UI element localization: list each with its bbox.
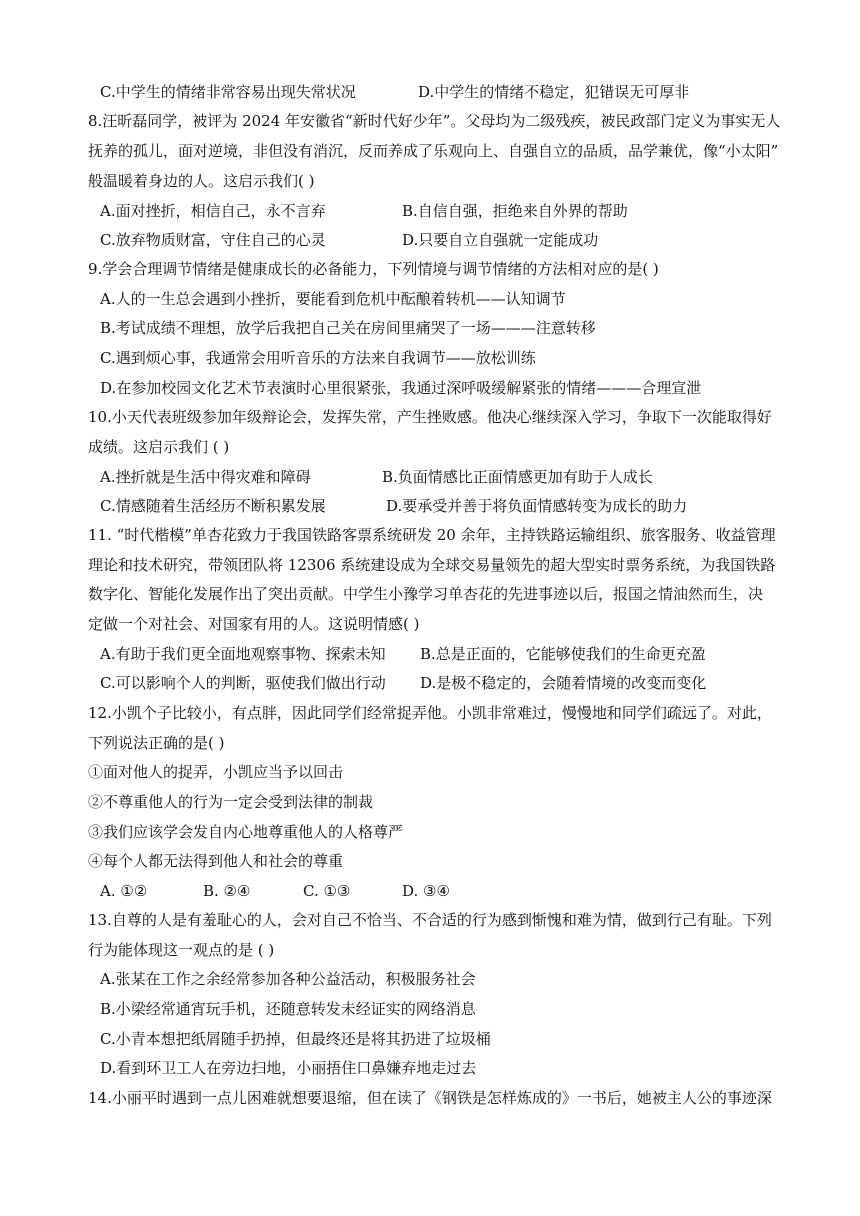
q7-option-d: D.中学生的情绪不稳定，犯错误无可厚非 — [418, 83, 690, 101]
q11-stem-line-4: 定做一个对社会、对国家有用的人。这说明情感( ) — [88, 615, 420, 633]
q11-option-c: C.可以影响个人的判断，驱使我们做出行动 — [100, 674, 386, 692]
q13-option-d: D.看到环卫工人在旁边扫地，小丽捂住口鼻嫌弃地走过去 — [100, 1059, 477, 1077]
q11-stem-line-1: 11. “时代楷模”单杏花致力于我国铁路客票系统研发 20 余年，主持铁路运输组织、旅客服务、收益管理 — [88, 526, 776, 544]
q12-statement-2: ②不尊重他人的行为一定会受到法律的制裁 — [88, 793, 374, 811]
q9-option-c: C.遇到烦心事，我通常会用听音乐的方法来自我调节——放松训练 — [100, 349, 536, 367]
q10-option-b: B.负面情感比正面情感更加有助于人成长 — [382, 468, 653, 486]
q9-option-a: A.人的一生总会遇到小挫折，要能看到危机中酝酿着转机——认知调节 — [100, 290, 566, 308]
q9-stem-line-1: 9.学会合理调节情绪是健康成长的必备能力，下列情境与调节情绪的方法相对应的是( ) — [88, 260, 659, 278]
q13-stem-line-1: 13.自尊的人是有羞耻心的人，会对自己不恰当、不合适的行为感到惭愧和难为情，做到行己有耻。下列 — [88, 911, 772, 929]
q8-option-d: D.只要自立自强就一定能成功 — [402, 231, 599, 249]
q14-stem-line-1: 14.小丽平时遇到一点儿困难就想要退缩，但在读了《钢铁是怎样炼成的》一书后，她被主人公的事迹深 — [88, 1089, 772, 1107]
q9-option-b: B.考试成绩不理想，放学后我把自己关在房间里痛哭了一场———注意转移 — [100, 319, 596, 337]
q9-option-d: D.在参加校园文化艺术节表演时心里很紧张，我通过深呼吸缓解紧张的情绪———合理宣泄 — [100, 379, 702, 397]
q8-option-c: C.放弃物质财富，守住自己的心灵 — [100, 231, 326, 249]
q10-stem-line-2: 成绩。这启示我们 ( ) — [88, 438, 230, 456]
q12-choice-d: D. ③④ — [402, 882, 450, 900]
q11-option-a: A.有助于我们更全面地观察事物、探索未知 — [100, 645, 386, 663]
q11-stem-line-3: 数字化、智能化发展作出了突出贡献。中学生小豫学习单杏花的先进事迹以后，报国之情油然而生，决 — [88, 585, 764, 603]
q11-stem-line-2: 理论和技术研究，带领团队将 12306 系统建设成为全球交易量领先的超大型实时票务系统，为我国铁路 — [88, 556, 776, 574]
q11-option-b: B.总是正面的，它能够使我们的生命更充盈 — [420, 645, 706, 663]
q13-option-b: B.小梁经常通宵玩手机，还随意转发未经证实的网络消息 — [100, 1000, 476, 1018]
q7-option-c: C.中学生的情绪非常容易出现失常状况 — [100, 83, 356, 101]
q8-option-a: A.面对挫折，相信自己，永不言弃 — [100, 202, 326, 220]
q10-option-c: C.情感随着生活经历不断积累发展 — [100, 497, 326, 515]
q12-stem-line-1: 12.小凯个子比较小，有点胖，因此同学们经常捉弄他。小凯非常难过，慢慢地和同学们疏远了。对此， — [88, 704, 772, 722]
q8-stem-line-2: 抚养的孤儿，面对逆境，非但没有消沉，反而养成了乐观向上、自强自立的品质，品学兼优，像“小太阳” — [88, 142, 779, 160]
q13-option-c: C.小青本想把纸屑随手扔掉，但最终还是将其扔进了垃圾桶 — [100, 1030, 491, 1048]
q12-choice-a: A. ①② — [100, 882, 148, 900]
q12-choice-b: B. ②④ — [203, 882, 251, 900]
q12-statement-1: ①面对他人的捉弄，小凯应当予以回击 — [88, 763, 344, 781]
q8-stem-line-3: 般温暖着身边的人。这启示我们( ) — [88, 172, 315, 190]
q13-option-a: A.张某在工作之余经常参加各种公益活动，积极服务社会 — [100, 970, 476, 988]
q12-statement-3: ③我们应该学会发自内心地尊重他人的人格尊严 — [88, 823, 404, 841]
q12-choice-c: C. ①③ — [303, 882, 351, 900]
q12-statement-4: ④每个人都无法得到他人和社会的尊重 — [88, 852, 344, 870]
q8-stem-line-1: 8.汪昕磊同学，被评为 2024 年安徽省“新时代好少年”。父母均为二级残疾，被民政部门定义为事实无人 — [88, 112, 781, 130]
q10-option-a: A.挫折就是生活中得灾难和障碍 — [100, 468, 311, 486]
q13-stem-line-2: 行为能体现这一观点的是 ( ) — [88, 941, 275, 959]
q12-stem-line-2: 下列说法正确的是( ) — [88, 734, 225, 752]
q10-option-d: D.要承受并善于将负面情感转变为成长的助力 — [386, 497, 688, 515]
q11-option-d: D.是极不稳定的，会随着情境的改变而变化 — [420, 674, 707, 692]
q8-option-b: B.自信自强，拒绝来自外界的帮助 — [402, 202, 628, 220]
q10-stem-line-1: 10.小天代表班级参加年级辩论会，发挥失常，产生挫败感。他决心继续深入学习，争取下一次能取得好 — [88, 408, 772, 426]
